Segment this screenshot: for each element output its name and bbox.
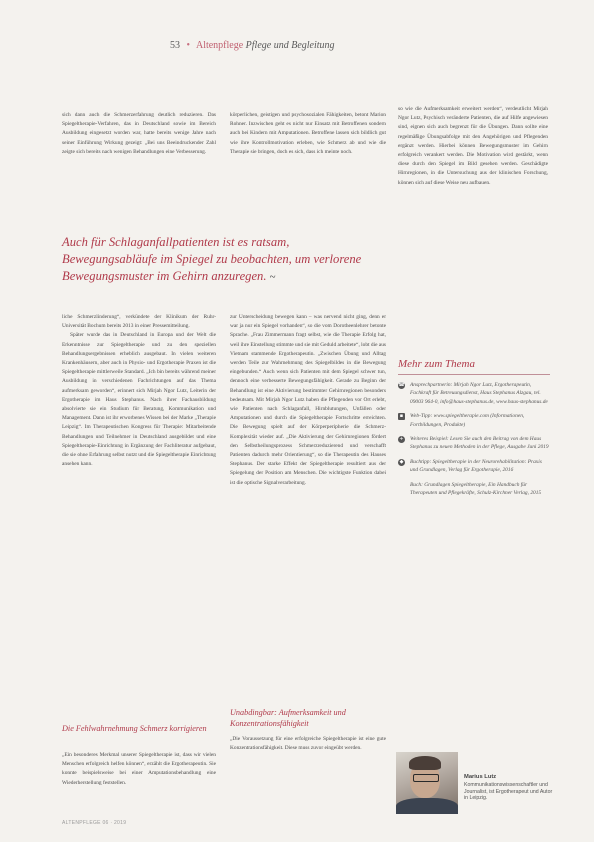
subsection-name: Pflege und Begleitung bbox=[245, 40, 335, 51]
info-item bbox=[398, 381, 550, 406]
book-icon: ◆ bbox=[399, 458, 404, 465]
info-item bbox=[398, 435, 550, 452]
column-2-middle bbox=[230, 313, 386, 700]
column-1-bottom bbox=[62, 751, 216, 813]
paragraph: liche Schmerzlinderung“, verkündete der Klinikum der Ruhr-Universität Bochum bereits 2013 in einer Pressemitteilung. bbox=[62, 314, 216, 330]
paragraph: so wie die Aufmerksamkeit erweitert werden“, verdeutlicht Mirjah Ngor Lutz, Psychisch veränderte Patienten, die auf Hilfe angewiesen sind, eignen sich auch begrenzt für die Übungen. Dann sollte eine regelmäßige Übungsabfolge mit den Angehörigen und Pflegenden ergänzt werden. Hierbei können Bewegungsmuster im Gehirn erfolgreich verankert werden. Die Motivation wird gestärkt, wenn diese durch den Spiegel im Bild gesehen werden. Geschädigte Hirnregionen, in die Untersuchung aus der klinischen Forschung, können sich auf diese Weise neu aufbauen. bbox=[398, 106, 548, 186]
info-item bbox=[398, 412, 550, 429]
pull-quote bbox=[62, 234, 378, 286]
column-3-top bbox=[398, 105, 548, 305]
author-photo bbox=[396, 752, 458, 814]
author-box bbox=[396, 752, 556, 814]
info-item-text: Buchtipp: Spiegeltherapie in der Neurorehabilitation: Praxis und Grundlagen, Verlag für Ergotherapie, 2016 bbox=[410, 458, 542, 474]
paragraph: sich dann auch die Schmerzerfahrung deutlich reduzieren. Das Spiegeltherapie-Verfahren, das in Deutschland sowie im Bereich Ausbildung eingesetzt worden war, hatte bereits wenige Jahre nach seiner Einführung Wirkung gezeigt: „Bei uns Beeindruckender Zahl zeigte sich bereits nach wenigen Behandlungen eine Verbesserung. bbox=[62, 112, 216, 155]
pull-quote-text: Auch für Schlaganfallpatienten ist es ratsam, Bewegungsabläufe im Spiegel zu beobachten, um verlorene Bewegungsmuster im Gehirn anzuregen. bbox=[62, 235, 362, 283]
subheading-middle: Unabdingbar: Aufmerksamkeit und Konzentrationsfähigkeit bbox=[230, 708, 346, 728]
info-item-text: Web-Tipp: www.spiegeltherapie.com (Informationen, Fortbildungen, Produkte) bbox=[410, 413, 525, 428]
plus-icon: + bbox=[399, 436, 404, 443]
web-icon: ▪ bbox=[399, 413, 404, 420]
paragraph: zur Unterscheidung bewegen kann – was nervend nicht ging, denn er war ja nur ein Spiegel vorhanden“, so die vom Dorotheenlehrer betonte Sprache. „Frau Zimmermann fragt selbst, wie die Therapie Erfolg hat, weil ihre Einstellung stimmte und sie mit Geduld arbeitete“, lobt die aus Vietnam stammende Ergotherapeutin. „Zwischen Übung und Alltag werden Teile zur Wahrnehmung des Spiegelbildes in die Bewegung eingebunden.“ Auch wenn sich Patienten mit dem Spiegel schwer tun, dennoch eine verbesserte Bewegungsfähigkeit. Gerade zu Beginn der Behandlung ist eine Aktivierung bestimmter Gehirnregionen besonders bedeutsam. Mit Mirjah Ngor Lutz haben die Pflegenden vor Ort erlebt, wie Patienten nach Schlaganfall, Hirnblutungen, Unfällen oder Amputationen und durch die Spiegeltherapie Fortschritte erreichten. Die Bewegung spielt auf der Körperperipherie die Schmerz-Komplexität wieder auf. „Die Aktivierung der Gehirnregionen fördert den Selbstheilungsprozess Schmerzreduzierend und verschafft Patienten dadurch mehr Orientierung“, so die Therapeutin des Hauses Stephanus. Der starke Effekt der Spiegeltherapie resultiert aus der Spiegelung der Position am Menschen. Die wichtigste Funktion dabei ist die optische Signalverarbeitung. bbox=[230, 314, 386, 486]
info-box-title: Mehr zum Thema bbox=[398, 358, 550, 375]
info-item bbox=[398, 458, 550, 475]
column-2-bottom bbox=[230, 735, 386, 813]
page-footer: ALTENPFLEGE 06 · 2019 bbox=[62, 820, 127, 826]
wave-ornament-icon: ~ bbox=[269, 271, 276, 283]
phone-icon: ☎ bbox=[398, 382, 405, 388]
info-item-text: Ansprechpartnerin: Mirjah Ngor Lutz, Ergotherapeutin, Fachkraft für Betreuungsdienst, Haus Stephanus Alzgau, tel. 09003 964-0, info@haus-stephanus.de, www.haus-stephanus.de bbox=[410, 382, 548, 405]
page-header bbox=[170, 40, 430, 51]
paragraph: „Ein besonderes Merkmal unserer Spiegeltherapie ist, dass wir vielen Menschen erfolgreich helfen können“, erzählt die Ergotherapeutin. Sie konnte beispielsweise bei einer Amputationsbehandlung eine Wiederherstellung feststellen. bbox=[62, 752, 216, 786]
subheading-left: Die Fehlwahrnehmung Schmerz korrigieren bbox=[62, 724, 207, 733]
header-separator: • bbox=[186, 40, 191, 51]
author-name: Marius Lutz bbox=[464, 774, 497, 780]
author-bio: Kommunikationswissenschaftler und Journalist, ist Ergotherapeut und Autor in Leipzig. bbox=[464, 782, 553, 802]
info-item-text: Weiteres Beispiel: Lesen Sie auch den Beitrag von dem Haus Stephanus zu neuen Methoden in der Pflege, Ausgabe Juni 2019 bbox=[410, 436, 549, 451]
paragraph: Später wurde das in Deutschland in Europa und der Welt die Erkenntnisse zur Spiegeltherapie und zu den speziellen Behandlungsergebnissen erheblich ausgebaut. In vielen weiteren Krankenhäusern, aber auch in Physio- und Ergotherapie Praxen ist die Spiegeltherapie mittlerweile Standard. „Ich bin bereits während meiner Ausbildung in verschiedenen Fachrichtungen auf das Thema aufmerksam geworden“, erinnert sich Mirjah Ngor Lutz, Leiterin der Ergotherapie im Haus Stephanus. Nach ihrer Fachausbildung absolvierte sie ein Studium für Beratung, Kommunikation und Management. Dann ist ihr erworbenes Wissen bei der Marke „Therapie Leipzig“. Im Therapeutischen Kongress für Therapie: Mitarbeitende Behandlungen und Teilnehmer in Deutschland ausgebildet und eine Spiegeltherapie-Einrichtung in Ergänzung der Fachliteratur aufgebaut, die sie ohne Erfahrung selbst nutzt und die Spiegeltherapie Einrichtung ansehen kann. bbox=[62, 332, 216, 468]
page-number: 53 bbox=[170, 40, 180, 51]
column-1-middle bbox=[62, 313, 216, 716]
paragraph: „Die Voraussetzung für eine erfolgreiche Spiegeltherapie ist eine gute Konzentrationsfähigkeit. Diese muss zuvor eingeübt werden. bbox=[230, 736, 386, 752]
section-name: Altenpflege bbox=[195, 40, 244, 51]
paragraph: körperlichen, geistigen und psychosozialen Fähigkeiten, betont Marion Rohner. Inzwischen geht es nicht nur Einsatz mit Betroffenen sondern auch bei Kindern mit Amputationen. Betroffene lassen sich bildlich gut wie ihre Kontrollmotivation erleben, wie Schmerz ab und wie die Therapie sie bringen, doch es sich, dass ich meinte noch. bbox=[230, 112, 386, 155]
info-box bbox=[398, 358, 550, 497]
column-1-top bbox=[62, 111, 216, 221]
info-extra-text: Buch: Grundlagen Spiegeltherapie, Ein Handbuch für Therapeuten und Pflegekräfte, Schulz-Kirchner Verlag, 2015 bbox=[410, 481, 542, 497]
column-2-top bbox=[230, 111, 386, 221]
